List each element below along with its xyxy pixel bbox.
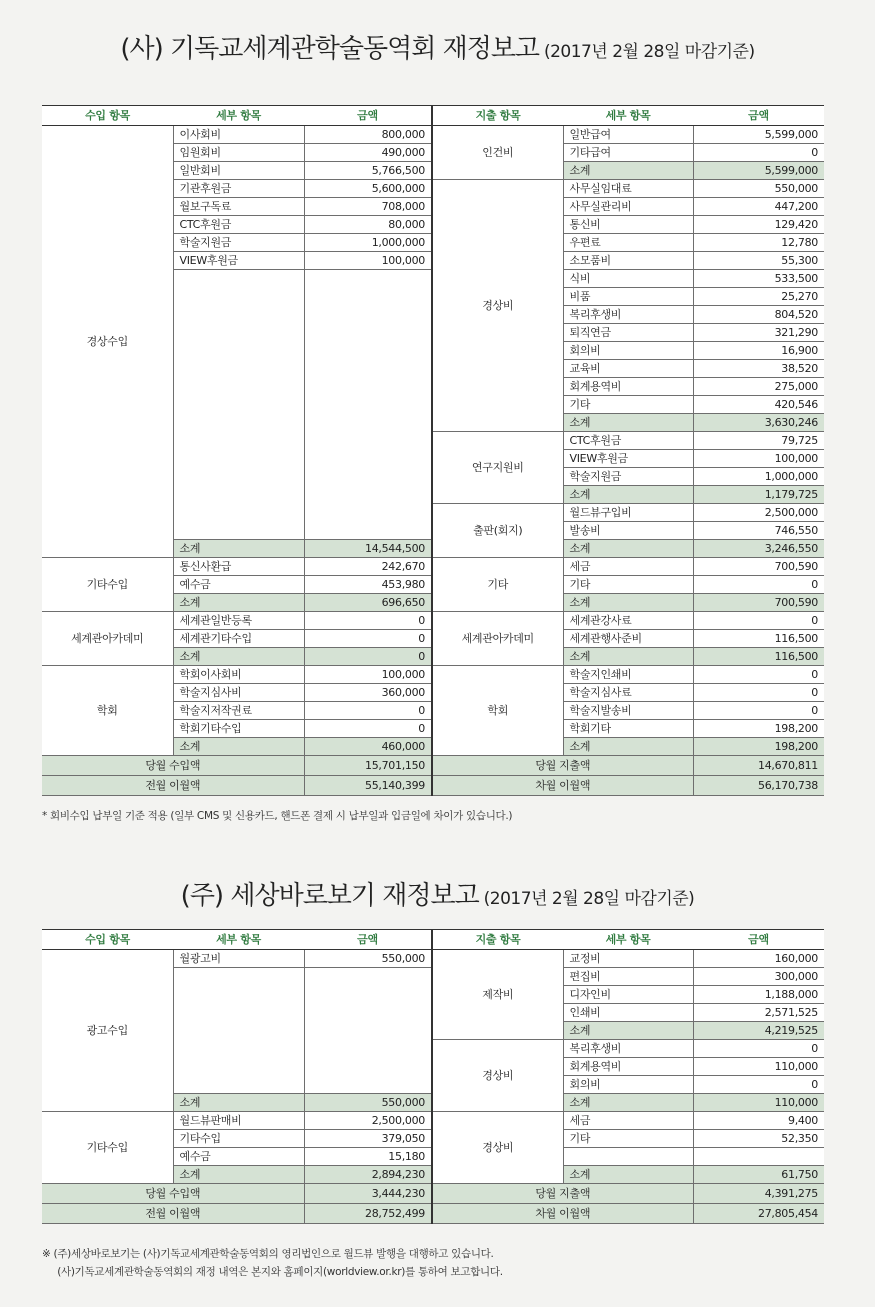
income-item-name: 학회이사회비 <box>173 666 304 684</box>
income-item-amount: 15,180 <box>304 1148 432 1166</box>
expense-item-name: 학술지발송비 <box>563 702 693 720</box>
income-item-amount: 453,980 <box>304 576 432 594</box>
expense-subtotal-label: 소계 <box>563 1022 693 1040</box>
income-subtotal-amount: 460,000 <box>304 738 432 756</box>
income-category-academy: 세계관아카데미 <box>42 612 173 666</box>
expense-blank-name <box>563 1148 693 1166</box>
income-item-name: 월광고비 <box>173 950 304 968</box>
expense-item-amount: 321,290 <box>693 324 824 342</box>
table-row <box>42 1112 824 1130</box>
expense-item-amount: 129,420 <box>693 216 824 234</box>
month-income-label: 당월 수입액 <box>42 756 304 776</box>
expense-item-name: 학술지인쇄비 <box>563 666 693 684</box>
income-subtotal-label: 소계 <box>173 1094 304 1112</box>
expense-item-amount: 533,500 <box>693 270 824 288</box>
expense-item-amount: 700,590 <box>693 558 824 576</box>
table-row <box>42 558 824 576</box>
total-row <box>42 756 824 776</box>
expense-category-operating: 경상비 <box>432 1040 563 1112</box>
month-expense-amount: 14,670,811 <box>693 756 824 776</box>
income-category-other: 기타수입 <box>42 558 173 612</box>
expense-item-amount: 0 <box>693 666 824 684</box>
col-header-income-category: 수입 항목 <box>42 930 173 950</box>
report2-footnote-line2: (사)기독교세계관학술동역회의 재정 내역은 본지와 홈페이지(worldview.or.kr)를 통하여 보고합니다. <box>42 1266 503 1278</box>
report1-footnote: * 회비수입 납부일 기준 적용 (일부 CMS 및 신용카드, 핸드폰 결제 시 납부일과 입금일에 차이가 있습니다.) <box>42 810 513 822</box>
expense-item-name: VIEW후원금 <box>563 450 693 468</box>
expense-item-amount: 1,000,000 <box>693 468 824 486</box>
report2-title-main: (주) 세상바로보기 재정보고 <box>180 881 479 911</box>
expense-item-amount: 0 <box>693 684 824 702</box>
expense-item-amount: 198,200 <box>693 720 824 738</box>
expense-item-amount: 110,000 <box>693 1058 824 1076</box>
next-balance-label: 차월 이월액 <box>432 1204 693 1224</box>
next-balance-amount: 56,170,738 <box>693 776 824 796</box>
col-header-income-amount: 금액 <box>304 106 432 126</box>
expense-item-amount: 0 <box>693 144 824 162</box>
income-blank-amount <box>304 968 432 1094</box>
table-row <box>42 950 824 968</box>
expense-subtotal-label: 소계 <box>563 540 693 558</box>
income-subtotal-label: 소계 <box>173 1166 304 1184</box>
expense-category-operating: 경상비 <box>432 180 563 432</box>
expense-item-amount: 0 <box>693 612 824 630</box>
expense-item-name: 비품 <box>563 288 693 306</box>
income-item-name: 세계관일반등록 <box>173 612 304 630</box>
expense-item-name: 복리후생비 <box>563 306 693 324</box>
expense-category-production: 제작비 <box>432 950 563 1040</box>
report1-title-date: (2017년 2월 28일 마감기준) <box>539 42 755 62</box>
expense-item-name: 학술지심사료 <box>563 684 693 702</box>
expense-category-operating: 경상비 <box>432 1112 563 1184</box>
expense-item-name: 회계용역비 <box>563 378 693 396</box>
income-item-name: 통신사환급 <box>173 558 304 576</box>
expense-item-name: 세금 <box>563 558 693 576</box>
expense-subtotal-label: 소계 <box>563 738 693 756</box>
expense-item-name: 회의비 <box>563 1076 693 1094</box>
expense-item-amount: 52,350 <box>693 1130 824 1148</box>
table-row <box>42 126 824 144</box>
expense-item-name: 사무실임대료 <box>563 180 693 198</box>
income-subtotal-amount: 550,000 <box>304 1094 432 1112</box>
expense-item-name: 편집비 <box>563 968 693 986</box>
col-header-expense-category: 지출 항목 <box>432 930 563 950</box>
expense-item-amount: 447,200 <box>693 198 824 216</box>
income-item-name: 월보구독료 <box>173 198 304 216</box>
expense-subtotal-label: 소계 <box>563 1166 693 1184</box>
month-income-amount: 3,444,230 <box>304 1184 432 1204</box>
income-item-name: 임원회비 <box>173 144 304 162</box>
expense-item-amount: 420,546 <box>693 396 824 414</box>
income-item-name: 세계관기타수입 <box>173 630 304 648</box>
expense-item-amount: 16,900 <box>693 342 824 360</box>
expense-subtotal-label: 소계 <box>563 162 693 180</box>
expense-item-name: 세계관강사료 <box>563 612 693 630</box>
income-blank-amount <box>304 270 432 540</box>
expense-category-society: 학회 <box>432 666 563 756</box>
expense-item-amount: 300,000 <box>693 968 824 986</box>
income-category-other: 기타수입 <box>42 1112 173 1184</box>
expense-item-amount: 12,780 <box>693 234 824 252</box>
report2-footnote-line1: ※ (주)세상바로보기는 (사)기독교세계관학술동역회의 영리법인으로 월드뷰 발행을 대행하고 있습니다. <box>42 1248 494 1260</box>
col-header-income-detail: 세부 항목 <box>173 106 304 126</box>
expense-subtotal-amount: 198,200 <box>693 738 824 756</box>
month-income-label: 당월 수입액 <box>42 1184 304 1204</box>
expense-item-name: 세금 <box>563 1112 693 1130</box>
expense-item-name: 세계관행사준비 <box>563 630 693 648</box>
income-item-name: 월드뷰판매비 <box>173 1112 304 1130</box>
table-row <box>42 612 824 630</box>
expense-subtotal-label: 소계 <box>563 1094 693 1112</box>
expense-subtotal-label: 소계 <box>563 648 693 666</box>
income-item-amount: 0 <box>304 612 432 630</box>
income-item-amount: 2,500,000 <box>304 1112 432 1130</box>
expense-item-amount: 116,500 <box>693 630 824 648</box>
expense-subtotal-amount: 61,750 <box>693 1166 824 1184</box>
income-subtotal-label: 소계 <box>173 738 304 756</box>
expense-item-name: 학술지원금 <box>563 468 693 486</box>
total-row <box>42 776 824 796</box>
expense-item-amount: 550,000 <box>693 180 824 198</box>
expense-item-amount: 100,000 <box>693 450 824 468</box>
income-item-name: 학술지심사비 <box>173 684 304 702</box>
expense-item-name: 퇴직연금 <box>563 324 693 342</box>
income-item-amount: 800,000 <box>304 126 432 144</box>
expense-item-amount: 79,725 <box>693 432 824 450</box>
month-expense-label: 당월 지출액 <box>432 756 693 776</box>
expense-item-amount: 0 <box>693 1076 824 1094</box>
expense-item-name: 회계용역비 <box>563 1058 693 1076</box>
expense-item-name: 소모품비 <box>563 252 693 270</box>
income-subtotal-label: 소계 <box>173 648 304 666</box>
expense-item-name: 사무실관리비 <box>563 198 693 216</box>
report2-title-date: (2017년 2월 28일 마감기준) <box>478 889 695 909</box>
expense-item-name: 교정비 <box>563 950 693 968</box>
income-item-name: 예수금 <box>173 576 304 594</box>
expense-subtotal-amount: 3,630,246 <box>693 414 824 432</box>
expense-subtotal-label: 소계 <box>563 594 693 612</box>
income-subtotal-amount: 0 <box>304 648 432 666</box>
expense-item-name: 교육비 <box>563 360 693 378</box>
expense-item-amount: 0 <box>693 576 824 594</box>
prev-balance-label: 전월 이월액 <box>42 776 304 796</box>
expense-item-name: 월드뷰구입비 <box>563 504 693 522</box>
expense-item-name: 기타 <box>563 1130 693 1148</box>
col-header-expense-category: 지출 항목 <box>432 106 563 126</box>
expense-item-amount: 804,520 <box>693 306 824 324</box>
income-item-amount: 0 <box>304 702 432 720</box>
report1-table <box>42 105 824 796</box>
report1-title <box>0 28 875 65</box>
expense-category-research: 연구지원비 <box>432 432 563 504</box>
income-category-operating: 경상수입 <box>42 126 173 558</box>
table-header-row <box>42 106 824 126</box>
income-item-amount: 242,670 <box>304 558 432 576</box>
report2-table <box>42 929 824 1224</box>
month-expense-amount: 4,391,275 <box>693 1184 824 1204</box>
expense-item-amount: 25,270 <box>693 288 824 306</box>
income-item-name: 이사회비 <box>173 126 304 144</box>
expense-item-name: CTC후원금 <box>563 432 693 450</box>
income-item-name: CTC후원금 <box>173 216 304 234</box>
col-header-expense-detail: 세부 항목 <box>563 106 693 126</box>
expense-item-name: 기타 <box>563 396 693 414</box>
expense-item-amount: 275,000 <box>693 378 824 396</box>
prev-balance-label: 전월 이월액 <box>42 1204 304 1224</box>
total-row <box>42 1204 824 1224</box>
expense-subtotal-amount: 700,590 <box>693 594 824 612</box>
expense-item-amount: 2,571,525 <box>693 1004 824 1022</box>
expense-item-amount: 160,000 <box>693 950 824 968</box>
income-item-amount: 490,000 <box>304 144 432 162</box>
income-subtotal-label: 소계 <box>173 540 304 558</box>
income-item-name: 기관후원금 <box>173 180 304 198</box>
expense-item-name: 발송비 <box>563 522 693 540</box>
next-balance-label: 차월 이월액 <box>432 776 693 796</box>
expense-category-personnel: 인건비 <box>432 126 563 180</box>
expense-blank-amount <box>693 1148 824 1166</box>
income-item-amount: 360,000 <box>304 684 432 702</box>
expense-category-publishing: 출판(회지) <box>432 504 563 558</box>
income-item-amount: 1,000,000 <box>304 234 432 252</box>
income-item-name: 학회기타수입 <box>173 720 304 738</box>
expense-item-name: 복리후생비 <box>563 1040 693 1058</box>
income-category-society: 학회 <box>42 666 173 756</box>
expense-item-name: 디자인비 <box>563 986 693 1004</box>
expense-item-name: 일반급여 <box>563 126 693 144</box>
expense-subtotal-amount: 4,219,525 <box>693 1022 824 1040</box>
expense-category-other: 기타 <box>432 558 563 612</box>
income-item-name: 예수금 <box>173 1148 304 1166</box>
income-subtotal-amount: 14,544,500 <box>304 540 432 558</box>
income-blank-detail <box>173 968 304 1094</box>
income-subtotal-amount: 696,650 <box>304 594 432 612</box>
expense-item-amount: 38,520 <box>693 360 824 378</box>
expense-subtotal-label: 소계 <box>563 414 693 432</box>
income-item-name: 기타수입 <box>173 1130 304 1148</box>
total-row <box>42 1184 824 1204</box>
income-item-amount: 5,600,000 <box>304 180 432 198</box>
income-item-name: 학술지원금 <box>173 234 304 252</box>
col-header-expense-amount: 금액 <box>693 930 824 950</box>
table-header-row <box>42 930 824 950</box>
expense-subtotal-amount: 5,599,000 <box>693 162 824 180</box>
expense-item-amount: 5,599,000 <box>693 126 824 144</box>
report1-title-main: (사) 기독교세계관학술동역회 재정보고 <box>120 34 540 64</box>
expense-subtotal-amount: 3,246,550 <box>693 540 824 558</box>
expense-subtotal-amount: 116,500 <box>693 648 824 666</box>
expense-item-amount: 0 <box>693 1040 824 1058</box>
expense-item-name: 학회기타 <box>563 720 693 738</box>
report2-title <box>0 875 875 912</box>
col-header-income-detail: 세부 항목 <box>173 930 304 950</box>
income-item-amount: 5,766,500 <box>304 162 432 180</box>
expense-category-academy: 세계관아카데미 <box>432 612 563 666</box>
expense-item-amount: 9,400 <box>693 1112 824 1130</box>
income-item-amount: 0 <box>304 630 432 648</box>
expense-subtotal-label: 소계 <box>563 486 693 504</box>
expense-item-amount: 55,300 <box>693 252 824 270</box>
expense-item-name: 회의비 <box>563 342 693 360</box>
expense-item-name: 통신비 <box>563 216 693 234</box>
col-header-income-amount: 금액 <box>304 930 432 950</box>
prev-balance-amount: 55,140,399 <box>304 776 432 796</box>
expense-item-name: 우편료 <box>563 234 693 252</box>
income-item-name: 학술지저작권료 <box>173 702 304 720</box>
income-item-amount: 708,000 <box>304 198 432 216</box>
income-subtotal-label: 소계 <box>173 594 304 612</box>
expense-item-name: 식비 <box>563 270 693 288</box>
month-income-amount: 15,701,150 <box>304 756 432 776</box>
income-item-amount: 100,000 <box>304 666 432 684</box>
expense-item-amount: 0 <box>693 702 824 720</box>
income-category-ad: 광고수입 <box>42 950 173 1112</box>
expense-item-name: 기타 <box>563 576 693 594</box>
income-item-name: VIEW후원금 <box>173 252 304 270</box>
expense-item-amount: 746,550 <box>693 522 824 540</box>
month-expense-label: 당월 지출액 <box>432 1184 693 1204</box>
next-balance-amount: 27,805,454 <box>693 1204 824 1224</box>
col-header-expense-amount: 금액 <box>693 106 824 126</box>
expense-item-amount: 2,500,000 <box>693 504 824 522</box>
income-item-amount: 80,000 <box>304 216 432 234</box>
col-header-income-category: 수입 항목 <box>42 106 173 126</box>
col-header-expense-detail: 세부 항목 <box>563 930 693 950</box>
income-item-amount: 0 <box>304 720 432 738</box>
income-item-amount: 379,050 <box>304 1130 432 1148</box>
expense-item-amount: 1,188,000 <box>693 986 824 1004</box>
income-item-amount: 550,000 <box>304 950 432 968</box>
income-item-amount: 100,000 <box>304 252 432 270</box>
income-blank-detail <box>173 270 304 540</box>
expense-item-name: 인쇄비 <box>563 1004 693 1022</box>
report2-footnote <box>42 1245 503 1281</box>
income-subtotal-amount: 2,894,230 <box>304 1166 432 1184</box>
prev-balance-amount: 28,752,499 <box>304 1204 432 1224</box>
expense-subtotal-amount: 110,000 <box>693 1094 824 1112</box>
expense-subtotal-amount: 1,179,725 <box>693 486 824 504</box>
expense-item-name: 기타급여 <box>563 144 693 162</box>
table-row <box>42 666 824 684</box>
income-item-name: 일반회비 <box>173 162 304 180</box>
